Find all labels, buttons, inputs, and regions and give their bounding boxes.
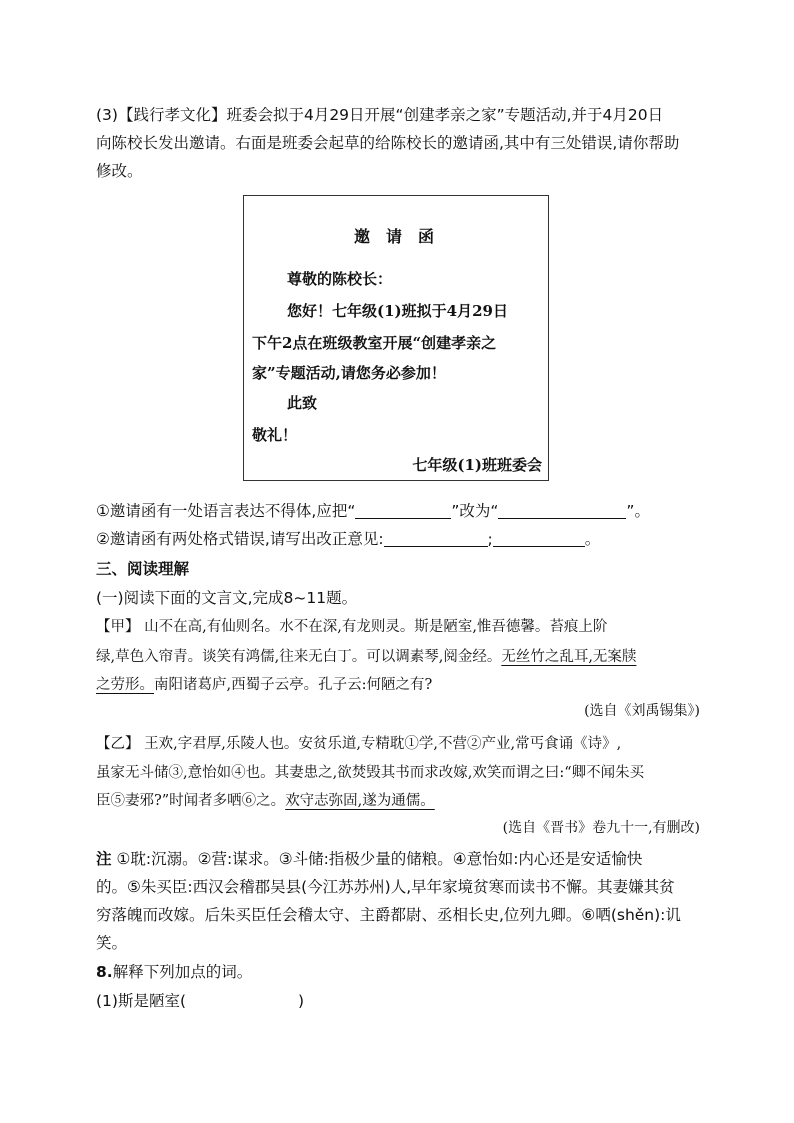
jia-line-3-text: 南阳诸葛庐,西蜀子云亭。孔子云:何陋之有? (154, 677, 433, 693)
q8-title: 解释下列加点的词。 (112, 963, 253, 981)
q3-item-2-text-b: ; (487, 530, 493, 548)
answer-blank-2[interactable] (498, 500, 626, 519)
jia-underlined-2: 之劳形。 (96, 677, 154, 693)
q8-number: 8. (96, 963, 113, 981)
jia-line-1: 【甲】 山不在高,有仙则名。水不在深,有龙则灵。斯是陋室,惟吾德馨。苔痕上阶 (96, 619, 608, 635)
jia-source: (选自《刘禹锡集》) (584, 703, 700, 719)
q3-item-1 (96, 496, 736, 526)
invitation-letter-box (243, 195, 549, 481)
note-line-3: 穷落魄而改嫁。后朱买臣任会稽太守、主爵都尉、丞相长史,位列九卿。⑥哂(shěn):讥 (96, 906, 681, 924)
q3-item-1-text-a: ①邀请函有一处语言表达不得体,应把“ (96, 502, 356, 520)
jia-line-2-text: 绿,草色入帘青。谈笑有鸿儒,往来无白丁。可以调素琴,阅金经。 (96, 649, 502, 665)
yi-underlined: 欢守志弥固,遂为通儒。 (285, 793, 435, 809)
yi-line-1: 【乙】 王欢,字君厚,乐陵人也。安贫乐道,专精耽①学,不营②产业,常丐食诵《诗》, (96, 736, 622, 752)
yi-line-3-text: 臣⑤妻邪?”时闻者多哂⑥之。 (96, 793, 286, 809)
note-line-1-text: ①耽:沉溺。②营:谋求。③斗储:指极少量的储粮。④意怡如:内心还是安适愉快 (116, 850, 643, 868)
letter-body-line-3: 家”专题活动,请您务必参加！ (252, 364, 446, 382)
note-line-4: 笑。 (96, 934, 128, 952)
q8-item-1-text: (1)斯是陋室( (96, 992, 187, 1010)
letter-greeting: 尊敬的陈校长： (287, 270, 393, 288)
letter-closing-1: 此致 (287, 394, 318, 412)
yi-line-3 (96, 786, 708, 816)
letter-signature: 七年级(1)班班委会 (412, 456, 542, 474)
jia-line-2 (96, 642, 708, 672)
jia-line-3 (96, 670, 708, 700)
letter-body-line-1: 您好！七年级(1)班拟于4月29日 (287, 302, 508, 320)
note-line-1 (96, 844, 708, 874)
section-heading: 三、阅读理解 (96, 560, 190, 578)
answer-blank-4[interactable] (493, 528, 585, 547)
q3-line-2: 向陈校长发出邀请。右面是班委会起草的给陈校长的邀请函,其中有三处错误,请你帮助 (96, 134, 680, 152)
q3-item-2-text-a: ②邀请函有两处格式错误,请写出改正意见: (96, 530, 384, 548)
q3-item-1-text-c: ”。 (626, 502, 650, 520)
q3-line-3: 修改。 (96, 162, 143, 180)
q3-item-2-text-c: 。 (584, 530, 601, 548)
note-label: 注 (96, 850, 112, 868)
q8-item-1-close: ) (298, 992, 305, 1010)
q8-heading (96, 957, 708, 987)
jia-underlined-1: 无丝竹之乱耳,无案牍 (501, 649, 637, 665)
q3-item-2 (96, 524, 736, 554)
note-line-2: 的。⑤朱买臣:西汉会稽郡吴县(今江苏苏州)人,早年家境贫寒而读书不懈。其妻嫌其贫 (96, 878, 675, 896)
letter-title: 邀 请 函 (354, 227, 435, 246)
letter-body-line-2: 下午2点在班级教室开展“创建孝亲之 (252, 334, 497, 352)
yi-source: (选自《晋书》卷九十一,有删改) (502, 820, 700, 836)
q3-line-1: (3)【践行孝文化】班委会拟于4月29日开展“创建孝亲之家”专题活动,并于4月20日 (96, 106, 664, 124)
q8-item-1 (96, 986, 708, 1016)
answer-blank-1[interactable] (355, 500, 451, 519)
yi-line-2: 虽家无斗储③,意怡如④也。其妻患之,欲焚毁其书而求改嫁,欢笑而谓之曰:“卿不闻朱买 (96, 765, 645, 781)
part-instruction: (一)阅读下面的文言文,完成8~11题。 (96, 589, 358, 607)
answer-blank-3[interactable] (384, 528, 488, 547)
q3-item-1-text-b: ”改为“ (451, 502, 499, 520)
letter-closing-2: 敬礼！ (252, 426, 298, 444)
